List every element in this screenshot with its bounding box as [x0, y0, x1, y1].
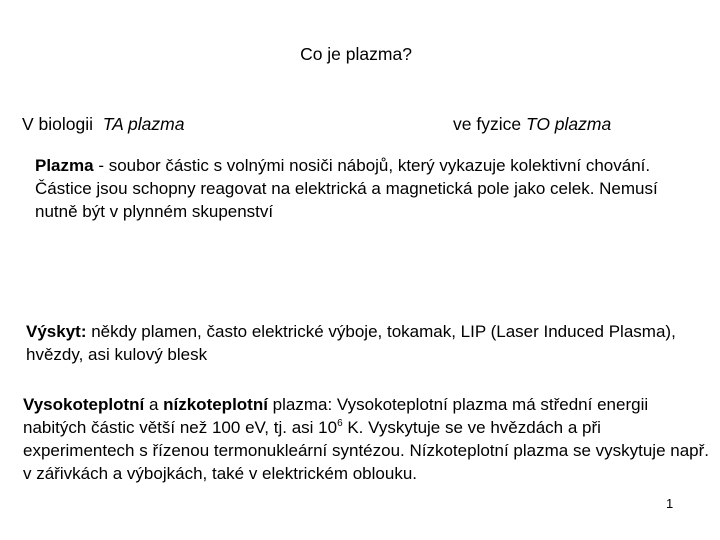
- low-temp-term: nízkoteplotní: [163, 395, 268, 414]
- definition-term: Plazma: [35, 156, 94, 175]
- physics-heading-prefix: ve fyzice: [453, 114, 522, 134]
- definition-paragraph: [35, 154, 695, 223]
- temperature-text-part2: K. Vyskytuje se ve hvězdách a při experimentech s řízenou termonukleární syntézou. Nízkoteplotní plazma se vyskytuje např. v zářivkách a výbojkách, také v elektrickém oblouku.: [23, 418, 710, 483]
- biology-heading-italic: TA plazma: [102, 114, 185, 134]
- biology-heading-prefix: V biologii: [22, 114, 94, 134]
- high-temp-term: Vysokoteplotní: [23, 395, 145, 414]
- slide-title: Co je plazma?: [300, 44, 412, 64]
- page-number: 1: [666, 496, 674, 511]
- definition-text: - soubor částic s volnými nosiči nábojů, který vykazuje kolektivní chování. Částice jsou schopny reagovat na elektrická a magnetická pole jako celek. Nemusí nutně být v plynném skupenství: [35, 156, 658, 221]
- occurrence-text: někdy plamen, často elektrické výboje, tokamak, LIP (Laser Induced Plasma), hvězdy, asi kulový blesk: [26, 322, 676, 364]
- physics-heading-italic: TO plazma: [525, 114, 612, 134]
- occurrence-paragraph: [26, 320, 696, 366]
- temperature-text-part1: plazma: Vysokoteplotní plazma má střední energii nabitých částic větší než 100 eV, tj. asi 10: [23, 395, 649, 437]
- temperature-paragraph: [23, 393, 713, 485]
- physics-heading: [453, 114, 611, 135]
- temperature-exponent: 6: [337, 418, 343, 429]
- temperature-connector: a: [144, 395, 164, 414]
- biology-heading: [22, 114, 184, 135]
- occurrence-term: Výskyt:: [26, 322, 87, 341]
